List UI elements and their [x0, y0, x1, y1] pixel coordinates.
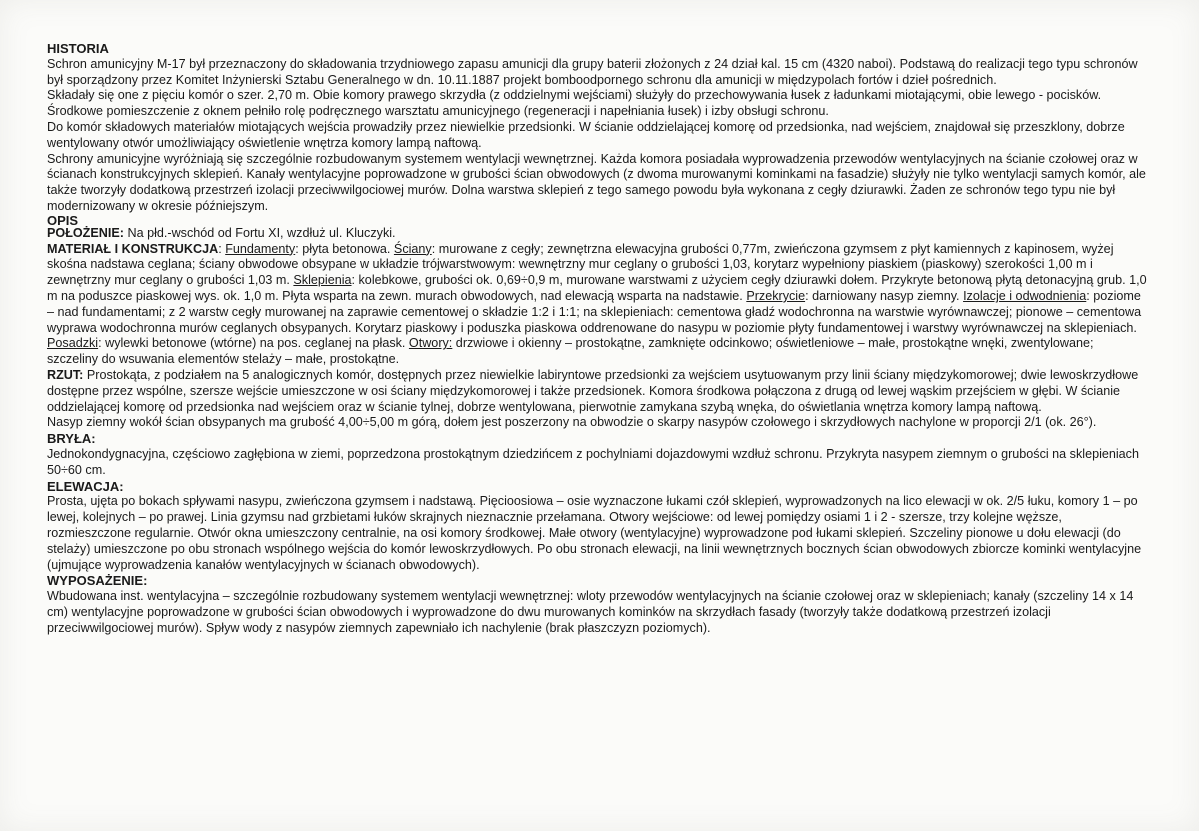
historia-paragraph-4: Schrony amunicyjne wyróżniają się szczególnie rozbudowanym systemem wentylacji wewnętrznej. Każda komora posiadała wyprowadzenia przewodów wentylacyjnych na ścianie czołowej oraz w ścianach konstrukcyjnych sklepień. Kanały wentylacyjne poprowadzone w grubości ścian obwodowych (z dwoma murowanymi kominkami na fasadzie) służyły nie tylko wentylacji samych komór, ale także tworzyły dodatkową przestrzeń izolacji przeciwwilgociowej murów. Dolna warstwa sklepień z tego samego powodu była wykonana z cegły dziurawki. Żaden ze schronów tego typu nie był modernizowany w okresie późniejszym.: [47, 151, 1146, 213]
rzut-text: Prostokąta, z podziałem na 5 analogicznych komór, dostępnych przez niewielkie labiryntowe przedsionki za wejściem usytuowanym przy linii ściany międzykomorowej; dwie lewoskrzydłowe dostępne przez wspólne, szersze wejście umieszczone w osi ściany międzykomorowej i także przedsionek. Komora środkowa połączona z drugą od lewej wąskim przejściem w głębi. W ścianie oddzielającej komorę od przedsionka nad wejściem oraz w ścianie tylnej, dobrze wentylowana, pierwotnie zamykana szybą wnęka, do oświetlania wnętrza komory lampą naftową.: [47, 367, 1139, 414]
heading-elewacja: ELEWACJA:: [47, 478, 124, 494]
izolacje-label: Izolacje i odwodnienia: [963, 288, 1087, 303]
bryla-paragraph: Jednokondygnacyjna, częściowo zagłębiona w ziemi, poprzedzona prostokątnym dziedzińcem z pochylniami dojazdowymi wzdłuż schronu. Przykryta nasypem ziemnym o grubości na sklepieniach 50÷60 cm.: [47, 446, 1139, 477]
rzut-label: RZUT:: [47, 367, 84, 382]
fundamenty-label: Fundamenty: [225, 241, 296, 256]
nasyp-paragraph: Nasyp ziemny wokół ścian obsypanych ma grubość 4,00÷5,00 m górą, dołem jest poszerzony na obwodzie o skarpy nasypów czołowego i skrzydłowych nachylone w proporcji 2/1 (ok. 26°).: [47, 415, 1097, 430]
przekrycie-text: : darniowany nasyp ziemny.: [805, 288, 964, 303]
sciany-text: : murowane z cegły; zewnętrzna elewacyjna grubości 0,77m, zwieńczona gzymsem z płyt kamiennych z kapinosem, wyżej skośna nadstawa ceglana; ściany obwodowe obsypane w układzie trójwarstwowym: wewnętrzny mur ceglany o grubości 1,03, korytarz wypełniony piaskiem (piaskowy) szerokości 1,00 m i zewnętrzny mur ceglany o grubości 1,03 m.: [47, 241, 1114, 288]
sciany-label: Ściany: [393, 241, 432, 256]
rzut-paragraph: [47, 368, 1147, 415]
fundamenty-text: : płyta betonowa.: [295, 241, 394, 256]
polozenie-paragraph: [47, 226, 1147, 242]
heading-historia: HISTORIA: [47, 41, 109, 56]
historia-paragraph-2: Składały się one z pięciu komór o szer. 2,70 m. Obie komory prawego skrzydła (z oddzielnymi wejściami) służyły do przechowywania łusek z ładunkami miotającymi, obie lewego - pocisków. Środkowe pomieszczenie z oknem pełniło rolę podręcznego warsztatu amunicyjnego (regeneracji i napełniania łusek) i izby obsługi schronu.: [47, 88, 1102, 119]
historia-paragraph-1: Schron amunicyjny M-17 był przeznaczony do składowania trzydniowego zapasu amunicji dla grupy baterii złożonych z 24 dział kal. 15 cm (4320 naboi). Podstawą do realizacji tego typu schronów był sporządzony przez Komitet Inżynierski Sztabu Generalnego w dn. 10.11.1887 projekt bomboodpornego schronu dla amunicji w międzypolach fortów i dzieł pośrednich.: [47, 56, 1138, 87]
polozenie-label: POŁOŻENIE:: [47, 225, 124, 240]
document-body: [47, 41, 1147, 636]
polozenie-text: Na płd.-wschód od Fortu XI, wzdłuż ul. Kluczyki.: [123, 225, 396, 240]
material-paragraph: [47, 242, 1147, 368]
posadzki-label: Posadzki: [47, 336, 99, 351]
material-label: MATERIAŁ I KONSTRUKCJA: [47, 241, 219, 256]
przekrycie-label: Przekrycie: [746, 288, 806, 303]
heading-wyposazenie: WYPOSAŻENIE:: [47, 573, 148, 589]
izolacje-text: : poziome – nad fundamentami; z 2 warstw cegły murowanej na zaprawie cementowej o składzie 1:2 i 1:1; na sklepieniach: cementowa gładź wodochronna na warstwie wyrównawczej; pionowe – cementowa wyprawa wodochronna murów ceglanych obsypanych. Korytarz piaskowy i poduszka piaskowa oddrenowane do nasypu w poziomie płyty fundamentowej i warstwy wyrównawczej na sklepieniach.: [47, 288, 1142, 335]
otwory-label: Otwory:: [408, 336, 453, 351]
sklepienia-label: Sklepienia: [293, 273, 352, 288]
otwory-text: drzwiowe i okienny – prostokątne, zamknięte odcinkowo; oświetleniowe – małe, prostokątne wnęki, zwentylowane; szczeliny do wsuwania elementów stelaży – małe, prostokątne.: [47, 336, 1094, 367]
material-colon: :: [218, 241, 226, 256]
elewacja-paragraph: Prosta, ujęta po bokach spływami nasypu, zwieńczona gzymsem i nadstawą. Pięcioosiowa – osie wyznaczone łukami czół sklepień, wyprowadzonych na lico elewacji w ok. 2/5 łuku, komory 1 – po lewej, kolejnych – po prawej. Linia gzymsu nad grzbietami łuków skrajnych nieznacznie przełamana. Otwory wejściowe: od lewej pomiędzy osiami 1 i 2 - szersze, trzy kolejne węższe, rozmieszczone regularnie. Otwór okna umieszczony centralnie, na osi komory środkowej. Małe otwory (wentylacyjne) wyprowadzone pod łukami sklepień. Szczeliny pionowe u dołu elewacji (do stelaży) umieszczone po obu stronach wspólnego wejścia do komór lewoskrzydłowych. Po obu stronach elewacji, na linii wewnętrznych bocznych ścian obwodowych zbiorcze kominki wentylacyjne (ujmujące wyprowadzenia kanałów wentylacyjnych w ścianach obwodowych).: [47, 494, 1142, 572]
historia-paragraph-3: Do komór składowych materiałów miotających wejścia prowadziły przez niewielkie przedsionki. W ścianie oddzielającej komorę od przedsionka, nad wejściem, znajdował się przeszklony, dobrze wentylowany otwór umożliwiający oświetlenie wnętrza komory lampą naftową.: [47, 119, 1125, 150]
sklepienia-text: : kolebkowe, grubości ok. 0,69÷0,9 m, murowane warstwami z użyciem cegły dziurawki dołem. Przykryte betonową płytą detonacyjną grub. 1,0 m na poduszce piaskowej wys. ok. 1,0 m. Płyta wsparta na zewn. murach obwodowych, nad elewacją wsparta na nadstawie.: [47, 273, 1147, 303]
wyposazenie-paragraph: Wbudowana inst. wentylacyjna – szczególnie rozbudowany systemem wentylacji wewnętrznej: wloty przewodów wentylacyjnych na ścianie czołowej oraz w sklepieniach; kanały (szczeliny 14 x 14 cm) wentylacyjne poprowadzone w grubości ścian obwodowych i wyprowadzone do dwu murowanych kominków na skrzydłach fasady (tworzyły także dodatkową przestrzeń izolacji przeciwwilgociowej murów). Spływ wody z nasypów ziemnych zapewniało ich nachylenie (brak płaszczyzn poziomych).: [47, 589, 1134, 635]
heading-bryla: BRYŁA:: [47, 431, 96, 447]
heading-opis: OPIS: [47, 212, 79, 228]
posadzki-text: : wylewki betonowe (wtórne) na pos. ceglanej na płask.: [98, 336, 409, 351]
